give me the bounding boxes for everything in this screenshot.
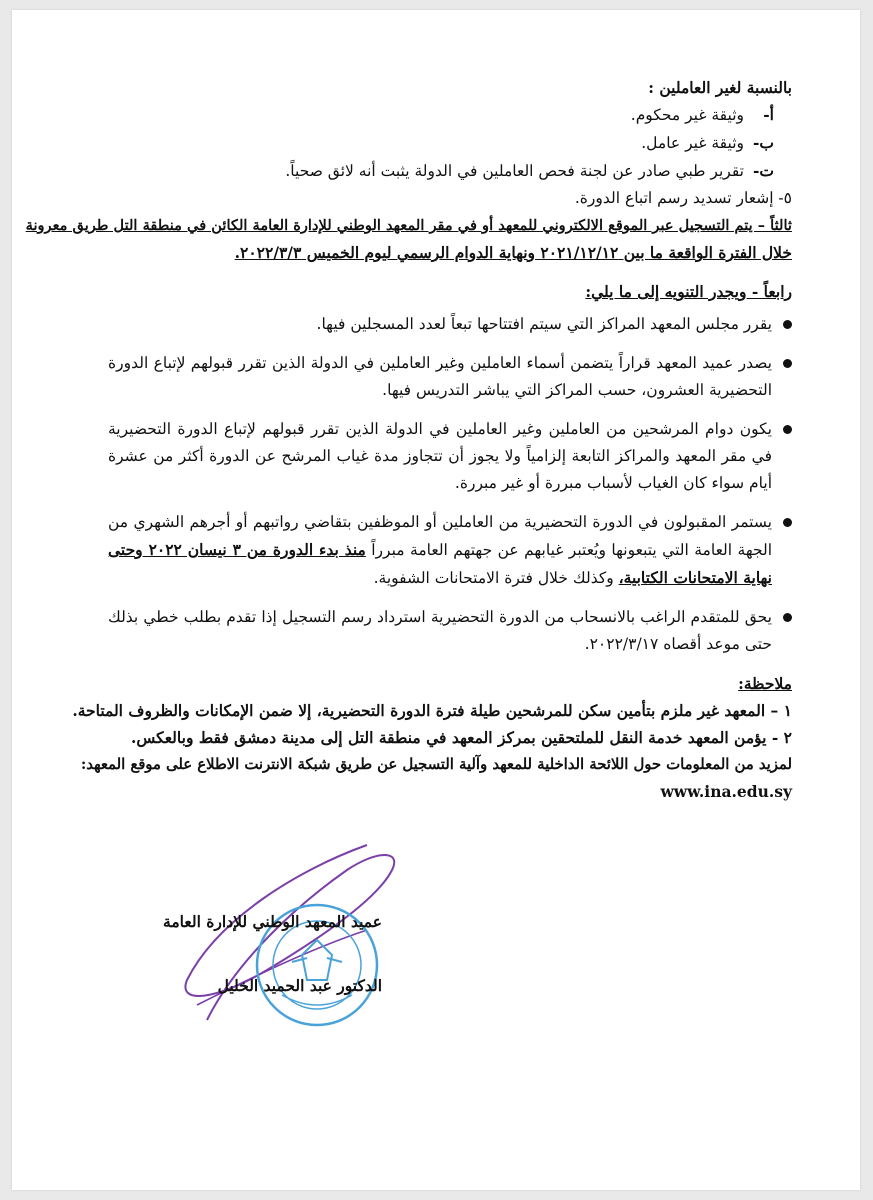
item-5: ٥- إشعار تسديد رسم اتباع الدورة. xyxy=(574,189,792,207)
bullet-item xyxy=(108,604,792,658)
bullet-dot xyxy=(783,613,792,622)
bullet-text: يصدر عميد المعهد قراراً يتضمن أسماء العاملين وغير العاملين في الدولة الذين تقرر قبولهم لإتباع الدورة التحضيرية العشرون، حسب المراكز التي يباشر التدريس فيها. xyxy=(108,354,772,399)
list-text: وثيقة غير محكوم. xyxy=(630,106,744,124)
list-item xyxy=(108,157,774,185)
note-title: ملاحظة: xyxy=(738,674,792,693)
list-text: وثيقة غير عامل. xyxy=(641,134,744,152)
list-mark: ت- xyxy=(752,161,774,180)
non-workers-heading: بالنسبة لغير العاملين : xyxy=(648,78,792,97)
signature-title: عميد المعهد الوطني للإدارة العامة xyxy=(163,912,382,931)
bullet-emphasis: منذ بدء الدورة من ٣ نيسان ٢٠٢٢ وحتى نهاية الامتحانات الكتابية، xyxy=(108,540,772,587)
bullet-item xyxy=(108,509,792,592)
list-mark: ب- xyxy=(752,133,774,152)
bullet-text-part: وكذلك خلال فترة الامتحانات الشفوية. xyxy=(373,569,619,587)
third-section-line1: ثالثاً – يتم التسجيل عبر الموقع الالكتروني للمعهد أو في مقر المعهد الوطني للإدارة العامة الكائن في منطقة التل طريق معرونة xyxy=(25,217,792,234)
bullet-item xyxy=(108,311,792,338)
list-text: تقرير طبي صادر عن لجنة فحص العاملين في الدولة يثبت أنه لائق صحياً. xyxy=(285,162,744,180)
bullet-text: يكون دوام المرشحين من العاملين وغير العاملين في الدولة الذين تقرر قبولهم لإتباع الدورة التحضيرية في مقر المعهد والمراكز التابعة إلزامياً ولا يجوز أن تتجاوز مدة غياب المرشح عن الدورة أكثر من عشرة أيام سواء كان الغياب لأسباب مبررة أو غير مبررة. xyxy=(108,420,772,492)
website-url: www.ina.edu.sy xyxy=(660,782,792,801)
bullet-dot xyxy=(783,359,792,368)
list-item xyxy=(108,129,774,157)
bullet-dot xyxy=(783,425,792,434)
note-line-2: ٢ - يؤمن المعهد خدمة النقل للملتحقين بمركز المعهد في منطقة التل إلى مدينة دمشق فقط وبالعكس. xyxy=(130,728,792,747)
document-body xyxy=(25,74,792,805)
more-info-text: لمزيد من المعلومات حول اللائحة الداخلية للمعهد وآلية التسجيل عن طريق شبكة الانترنت الاطلاع على موقع المعهد: xyxy=(80,756,792,773)
list-item xyxy=(108,101,774,129)
bullet-dot xyxy=(783,320,792,329)
third-section-line2: خلال الفترة الواقعة ما بين ٢٠٢١/١٢/١٢ ونهاية الدوام الرسمي ليوم الخميس ٢٠٢٢/٣/٣. xyxy=(234,243,792,262)
bullet-text: يحق للمتقدم الراغب بالانسحاب من الدورة التحضيرية استرداد رسم التسجيل إذا تقدم بطلب خطي بذلك حتى موعد أقصاه ٢٠٢٢/٣/١٧. xyxy=(108,608,772,653)
signature-name: الدكتور عبد الحميد الخليل xyxy=(217,976,382,995)
note-line-1: ١ – المعهد غير ملزم بتأمين سكن للمرشحين طيلة فترة الدورة التحضيرية، إلا ضمن الإمكانات والظروف المتاحة. xyxy=(72,701,792,720)
non-workers-list xyxy=(108,101,792,185)
signature-block xyxy=(142,890,382,1018)
bullet-text: يقرر مجلس المعهد المراكز التي سيتم افتتاحها تبعاً لعدد المسجلين فيها. xyxy=(316,315,772,333)
fourth-section-heading: رابعاً - ويجدر التنويه إلى ما يلي: xyxy=(585,282,792,301)
list-mark: أ- xyxy=(763,105,774,124)
bullet-text xyxy=(108,513,772,587)
document-page xyxy=(12,10,860,1190)
bullet-dot xyxy=(783,518,792,527)
bullet-item xyxy=(108,350,792,404)
bullet-text-part: يستمر المقبولون في الدورة التحضيرية من العاملين أو الموظفين بتقاضي رواتبهم أو أجرهم الشهري من الجهة العامة التي يتبعونها ويُعتبر غيابهم عن جهتهم العامة مبرراً xyxy=(108,513,773,559)
bullet-item xyxy=(108,416,792,497)
